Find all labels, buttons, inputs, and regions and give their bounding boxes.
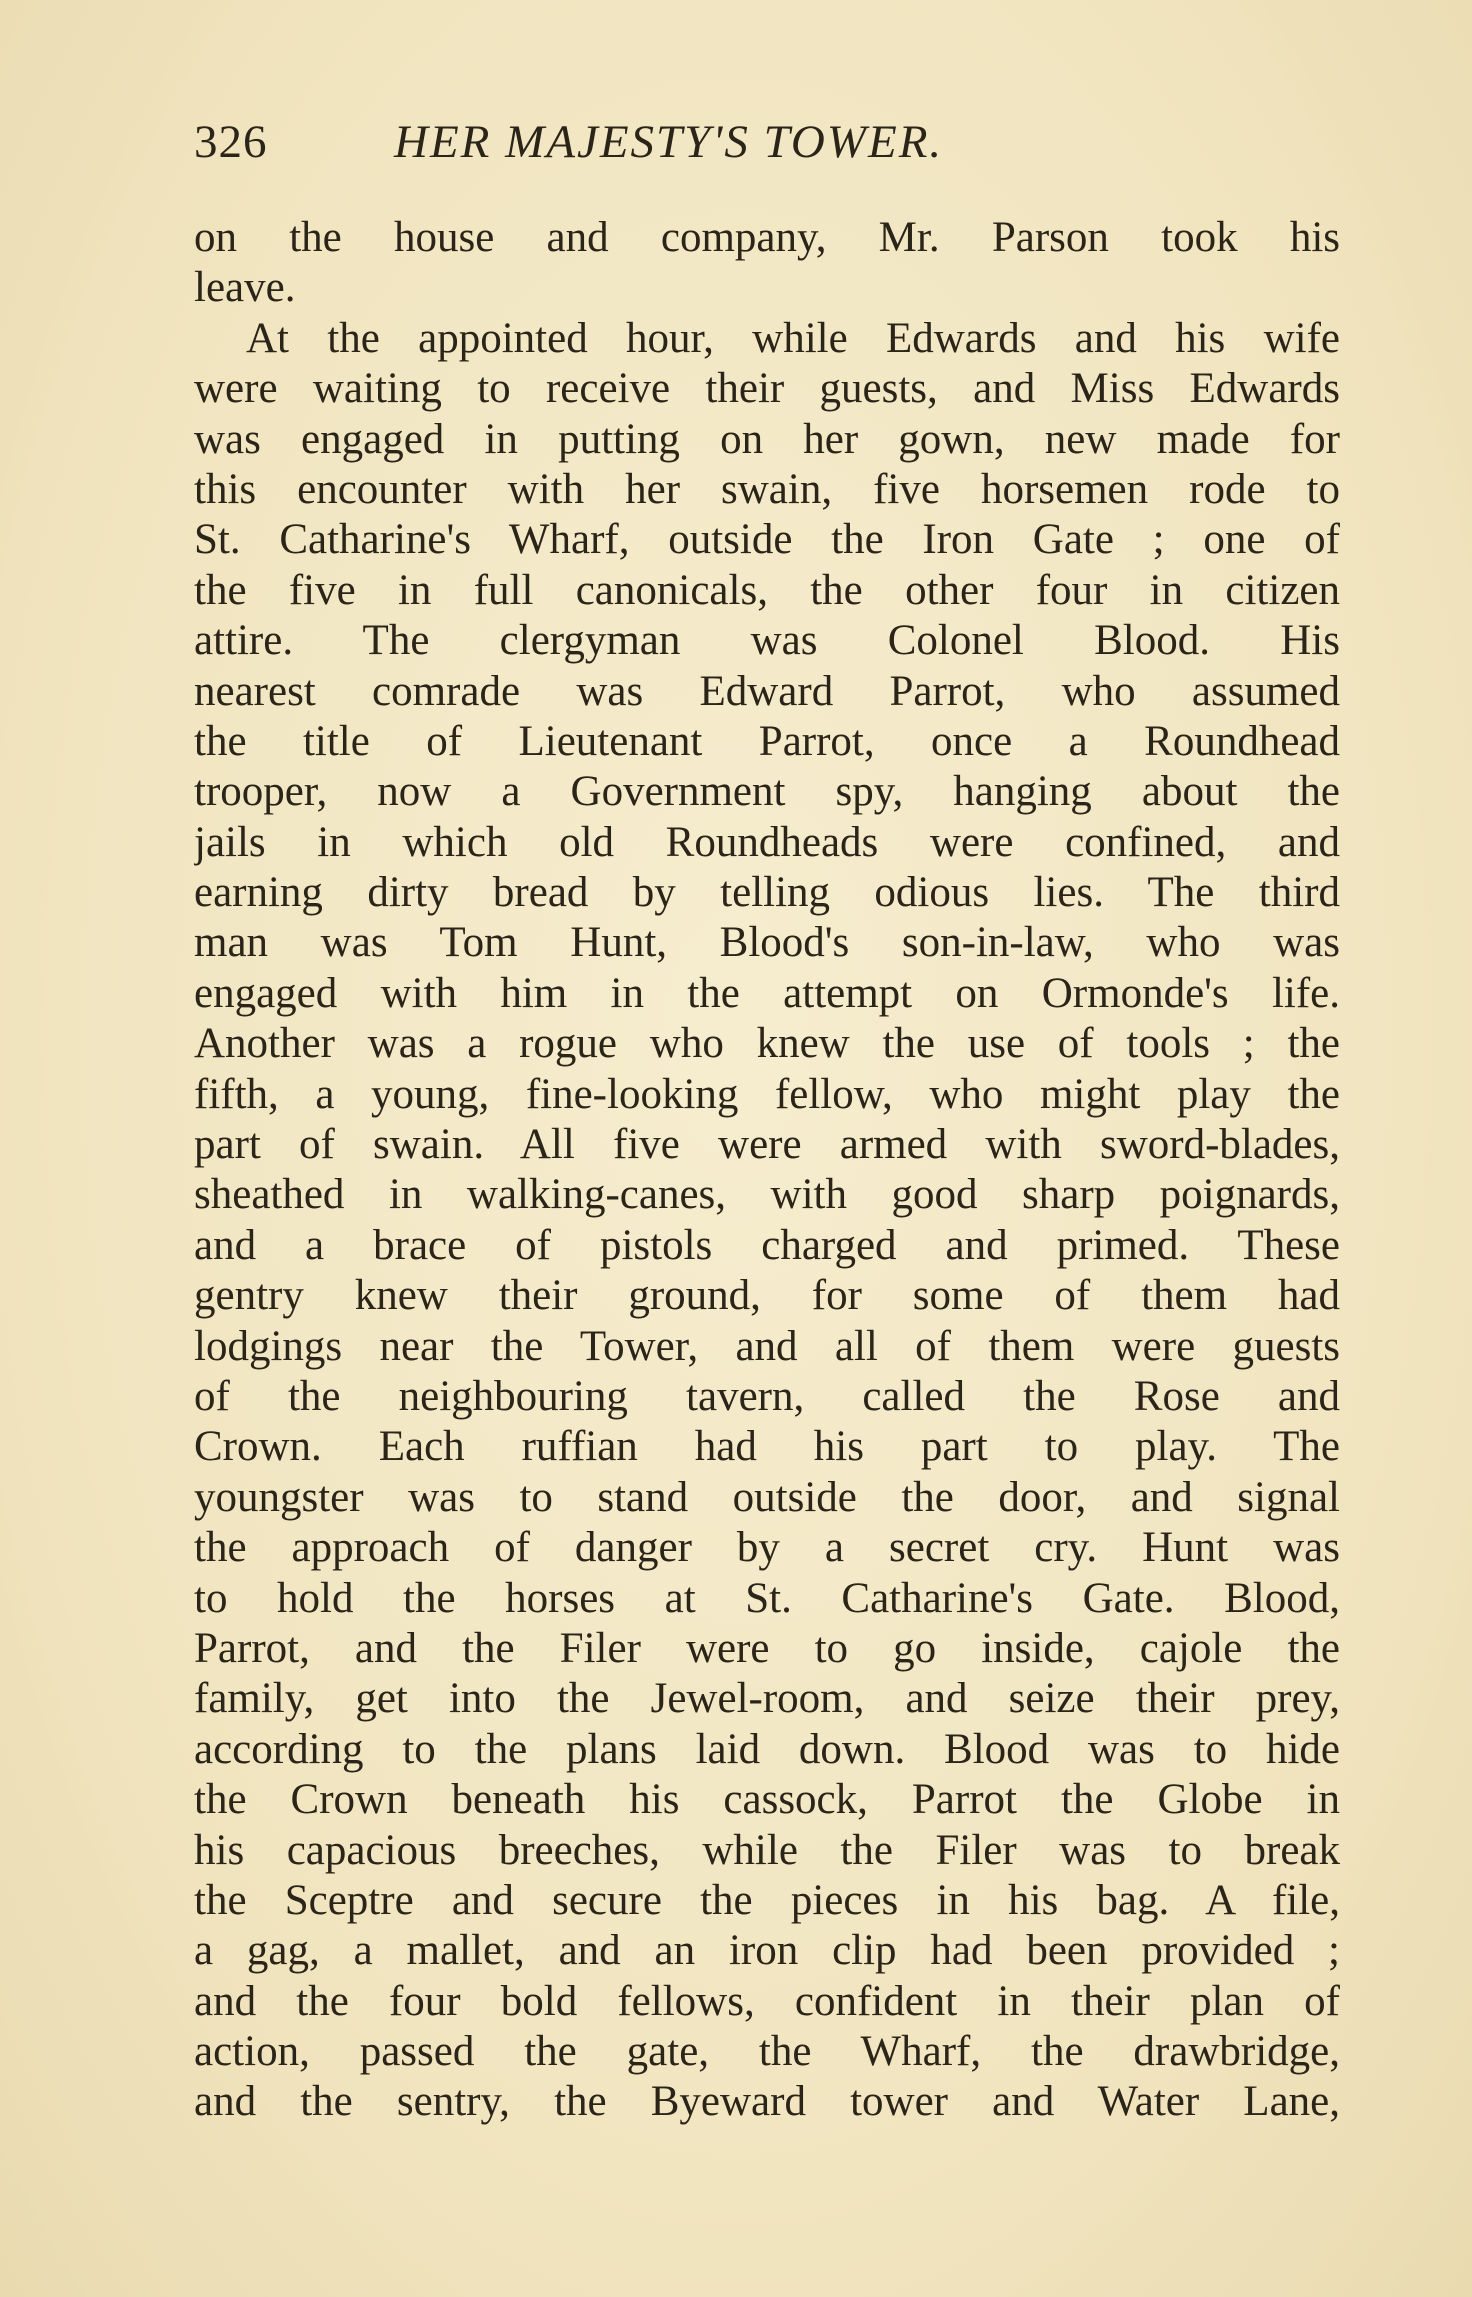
running-head bbox=[194, 112, 1344, 172]
page-number: 326 bbox=[194, 116, 268, 168]
text-line: youngster was to stand outside the door, and signal bbox=[194, 1473, 1340, 1521]
text-line: jails in which old Roundheads were confined, and bbox=[194, 818, 1340, 866]
text-line: and a brace of pistols charged and primed. These bbox=[194, 1221, 1340, 1269]
text-line: according to the plans laid down. Blood was to hide bbox=[194, 1725, 1340, 1773]
text-line: were waiting to receive their guests, and Miss Edwards bbox=[194, 365, 1340, 413]
text-line: this encounter with her swain, five horsemen rode to bbox=[194, 465, 1340, 513]
text-line: At the appointed hour, while Edwards and his wife bbox=[246, 314, 1340, 362]
text-line: the approach of danger by a secret cry. Hunt was bbox=[194, 1524, 1340, 1572]
text-line: gentry knew their ground, for some of them had bbox=[194, 1272, 1340, 1320]
text-line: attire. The clergyman was Colonel Blood. His bbox=[194, 617, 1340, 665]
body-text bbox=[194, 213, 1340, 2128]
text-line: family, get into the Jewel-room, and seize their prey, bbox=[194, 1675, 1340, 1723]
text-line: nearest comrade was Edward Parrot, who assumed bbox=[194, 667, 1340, 715]
text-line: man was Tom Hunt, Blood's son-in-law, who was bbox=[194, 919, 1340, 967]
text-line: was engaged in putting on her gown, new made for bbox=[194, 415, 1340, 463]
text-line: Another was a rogue who knew the use of tools ; the bbox=[194, 1020, 1340, 1068]
text-line: the Crown beneath his cassock, Parrot the Globe in bbox=[194, 1776, 1340, 1824]
text-line: trooper, now a Government spy, hanging about the bbox=[194, 768, 1340, 816]
running-title: HER MAJESTY'S TOWER. bbox=[394, 116, 944, 168]
text-line: on the house and company, Mr. Parson took his bbox=[194, 214, 1340, 261]
text-line: the Sceptre and secure the pieces in his bag. A file, bbox=[194, 1876, 1340, 1924]
text-line: to hold the horses at St. Catharine's Gate. Blood, bbox=[194, 1574, 1340, 1622]
text-line: the five in full canonicals, the other four in citizen bbox=[194, 566, 1340, 614]
text-line: earning dirty bread by telling odious lies. The third bbox=[194, 869, 1340, 917]
text-line: the title of Lieutenant Parrot, once a Roundhead bbox=[194, 717, 1340, 765]
text-line: of the neighbouring tavern, called the Rose and bbox=[194, 1372, 1340, 1420]
text-line: leave. bbox=[194, 264, 296, 312]
text-line: part of swain. All five were armed with sword-blades, bbox=[194, 1121, 1340, 1169]
text-line: lodgings near the Tower, and all of them were guests bbox=[194, 1322, 1340, 1370]
text-line: sheathed in walking-canes, with good sharp poignards, bbox=[194, 1171, 1340, 1219]
text-line: and the sentry, the Byeward tower and Water Lane, bbox=[194, 2078, 1340, 2126]
text-line: St. Catharine's Wharf, outside the Iron Gate ; one of bbox=[194, 516, 1340, 564]
text-line: a gag, a mallet, and an iron clip had been provided ; bbox=[194, 1927, 1340, 1975]
text-line: Crown. Each ruffian had his part to play. The bbox=[194, 1423, 1340, 1471]
text-line: action, passed the gate, the Wharf, the drawbridge, bbox=[194, 2028, 1340, 2076]
text-line: engaged with him in the attempt on Ormonde's life. bbox=[194, 969, 1340, 1017]
text-line: Parrot, and the Filer were to go inside, cajole the bbox=[194, 1624, 1340, 1672]
text-line: fifth, a young, fine-looking fellow, who might play the bbox=[194, 1070, 1340, 1118]
text-line: his capacious breeches, while the Filer was to break bbox=[194, 1826, 1340, 1874]
text-line: and the four bold fellows, confident in their plan of bbox=[194, 1977, 1340, 2025]
